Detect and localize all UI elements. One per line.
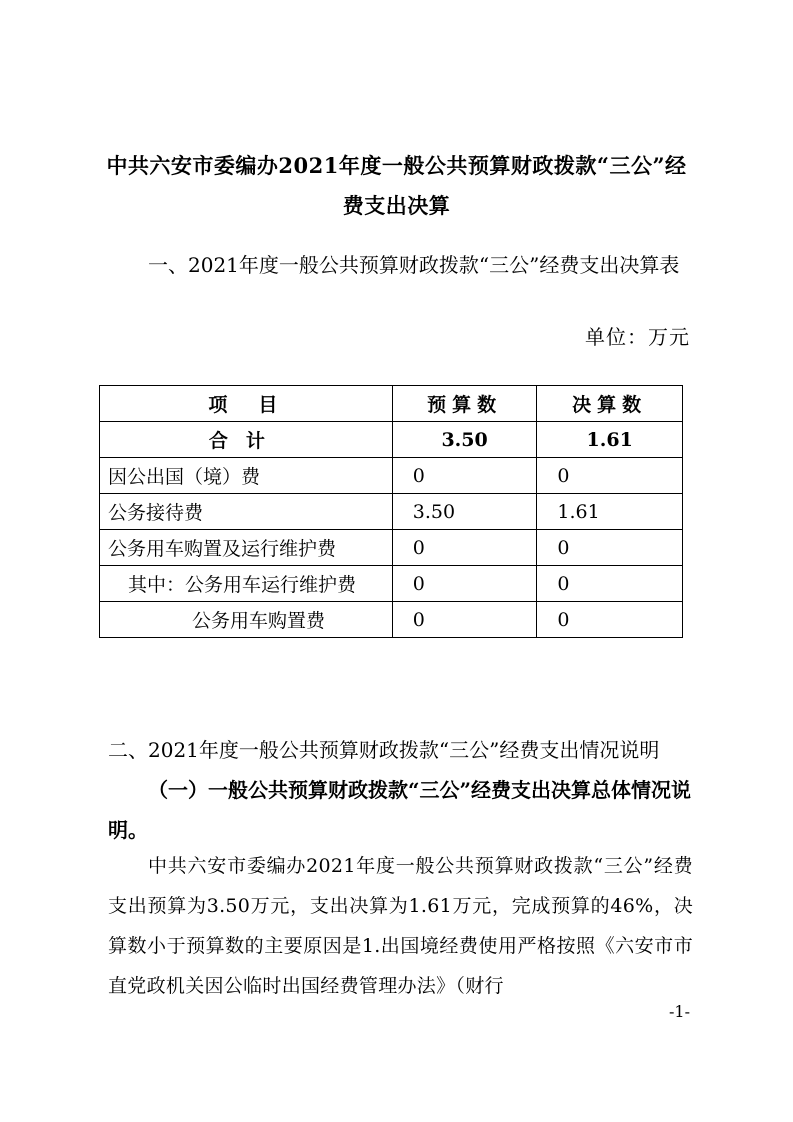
row-final: 1.61 (537, 494, 683, 530)
header-budget: 预算数 (392, 386, 537, 422)
table-row (100, 458, 683, 494)
total-budget: 3.50 (392, 422, 537, 458)
unit-label: 单位：万元 (585, 325, 690, 349)
row-budget: 0 (392, 602, 537, 638)
row-final: 0 (537, 566, 683, 602)
row-label: 因公出国（境）费 (100, 458, 393, 494)
table-row (100, 494, 683, 530)
section2-heading: 二、2021年度一般公共预算财政拨款“三公”经费支出情况说明 (108, 738, 660, 762)
row-budget: 0 (392, 530, 537, 566)
header-final: 决算数 (537, 386, 683, 422)
row-label: 其中：公务用车运行维护费 (100, 566, 393, 602)
table-row (100, 530, 683, 566)
page-number: -1- (669, 1002, 690, 1021)
row-budget: 0 (392, 566, 537, 602)
row-label: 公务接待费 (100, 494, 393, 530)
table-row (100, 566, 683, 602)
table-header-row (100, 386, 683, 422)
row-budget: 0 (392, 458, 537, 494)
row-final: 0 (537, 602, 683, 638)
total-final: 1.61 (537, 422, 683, 458)
table-row (100, 602, 683, 638)
row-budget: 3.50 (392, 494, 537, 530)
body-paragraph: 中共六安市委编办2021年度一般公共预算财政拨款“三公”经费支出预算为3.50万元，支出决算为1.61万元，完成预算的46%，决算数小于预算数的主要原因是1.出国境经费使用严格按照《六安市市直党政机关因公临时出国经费管理办法》（财行 (108, 855, 693, 997)
row-final: 0 (537, 530, 683, 566)
expenditure-table (99, 385, 683, 638)
row-label: 公务用车购置及运行维护费 (100, 530, 393, 566)
document-title: 中共六安市委编办2021年度一般公共预算财政拨款“三公”经费支出决算 (106, 153, 687, 218)
row-final: 0 (537, 458, 683, 494)
header-item: 项 目 (100, 386, 393, 422)
subsection1-heading: （一）一般公共预算财政拨款“三公”经费支出决算总体情况说明。 (108, 778, 692, 842)
section1-heading: 一、2021年度一般公共预算财政拨款“三公”经费支出决算表 (148, 253, 680, 277)
total-label: 合计 (100, 422, 393, 458)
row-label: 公务用车购置费 (100, 602, 393, 638)
table-total-row (100, 422, 683, 458)
